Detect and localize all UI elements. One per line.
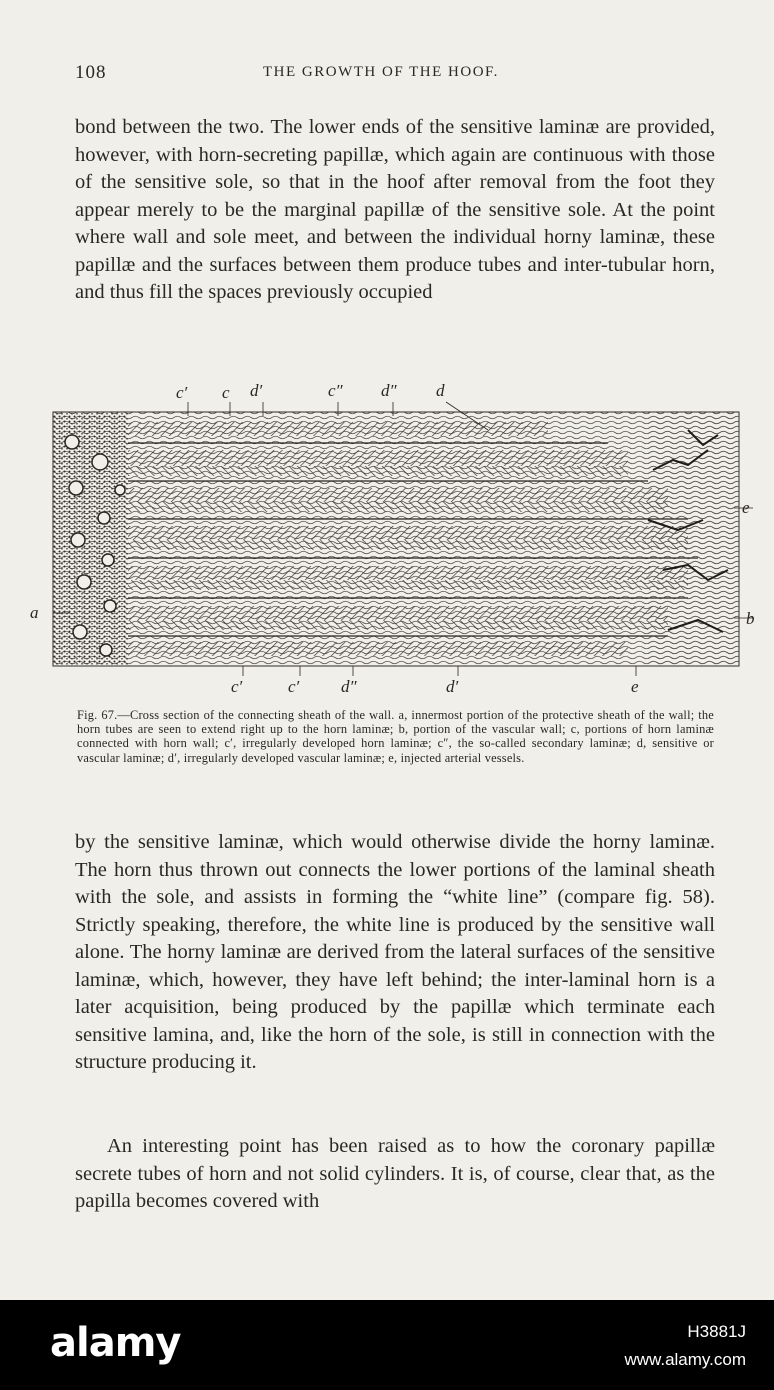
figure-label-top-2: c (222, 383, 230, 402)
figure-label-bottom-5: e (631, 677, 639, 696)
figure-label-bottom-4: d′ (446, 677, 459, 696)
paragraph-3: An interesting point has been raised as to how the coronary papillæ secrete tubes of horn and not solid cylinders. It is, of course, clear that, as the papilla becomes covered with (75, 1135, 715, 1212)
figure-illustration (30, 370, 760, 700)
figure-label-bottom-2: c′ (288, 677, 300, 696)
figure-label-bottom-3: d″ (341, 677, 357, 696)
figure-label-bottom-1: c′ (231, 677, 243, 696)
figure-caption: Fig. 67.—Cross section of the connecting sheath of the wall. a, innermost portion of the protective sheath of the wall; the horn tubes are seen to extend right up to the horn laminæ; b, portion of the vascular wall; c, portions of horn laminæ connected with horn wall; c′, irregularly developed horn laminæ; c″, the so-called secondary laminæ; d, sensitive or vascular laminæ; d′, irregularly developed vascular laminæ; e, injected arterial vessels. (77, 708, 714, 765)
image-id: H3881J (687, 1322, 746, 1341)
figure-label-top-3: d′ (250, 381, 263, 400)
figure-label-top-1: c′ (176, 383, 188, 402)
paragraph-1: bond between the two. The lower ends of the sensitive laminæ are provided, however, with horn-secreting papillæ, which again are continuous with those of the sensitive sole, so that in the hoof after removal from the foot they appear merely to be the marginal papillæ of the sensitive sole. At the point where wall and sole meet, and between the individual horny laminæ, these papillæ and the surfaces between them produce tubes and inter-tubular horn, and thus fill the spaces previously occupied (75, 116, 715, 303)
figure-label-right-b: b (746, 609, 755, 628)
running-head (75, 62, 715, 92)
alamy-logo: alamy (50, 1320, 181, 1366)
figure-label-top-5: d″ (381, 381, 397, 400)
running-title: THE GROWTH OF THE HOOF. (263, 64, 499, 80)
figure-label-top-4: c″ (328, 381, 343, 400)
figure-label-right-e: e (742, 498, 750, 517)
figure-label-left-a: a (30, 603, 39, 622)
page-number: 108 (75, 62, 107, 83)
site-url: www.alamy.com (624, 1350, 746, 1369)
watermark-footer (0, 1300, 774, 1390)
figure-label-top-6: d (436, 381, 445, 400)
paragraph-2: by the sensitive laminæ, which would otherwise divide the horny laminæ. The horn thus thrown out connects the lower portions of the laminal sheath with the sole, and assists in forming the “white line” (compare fig. 58). Strictly speaking, therefore, the white line is produced by the sensitive wall alone. The horny laminæ are derived from the lateral surfaces of the sensitive laminæ, which, however, they have left behind; the inter-laminal horn is a later acquisition, being produced by the papillæ which terminate each sensitive lamina, and, like the horn of the sole, is still in connection with the structure producing it. (75, 831, 715, 1073)
